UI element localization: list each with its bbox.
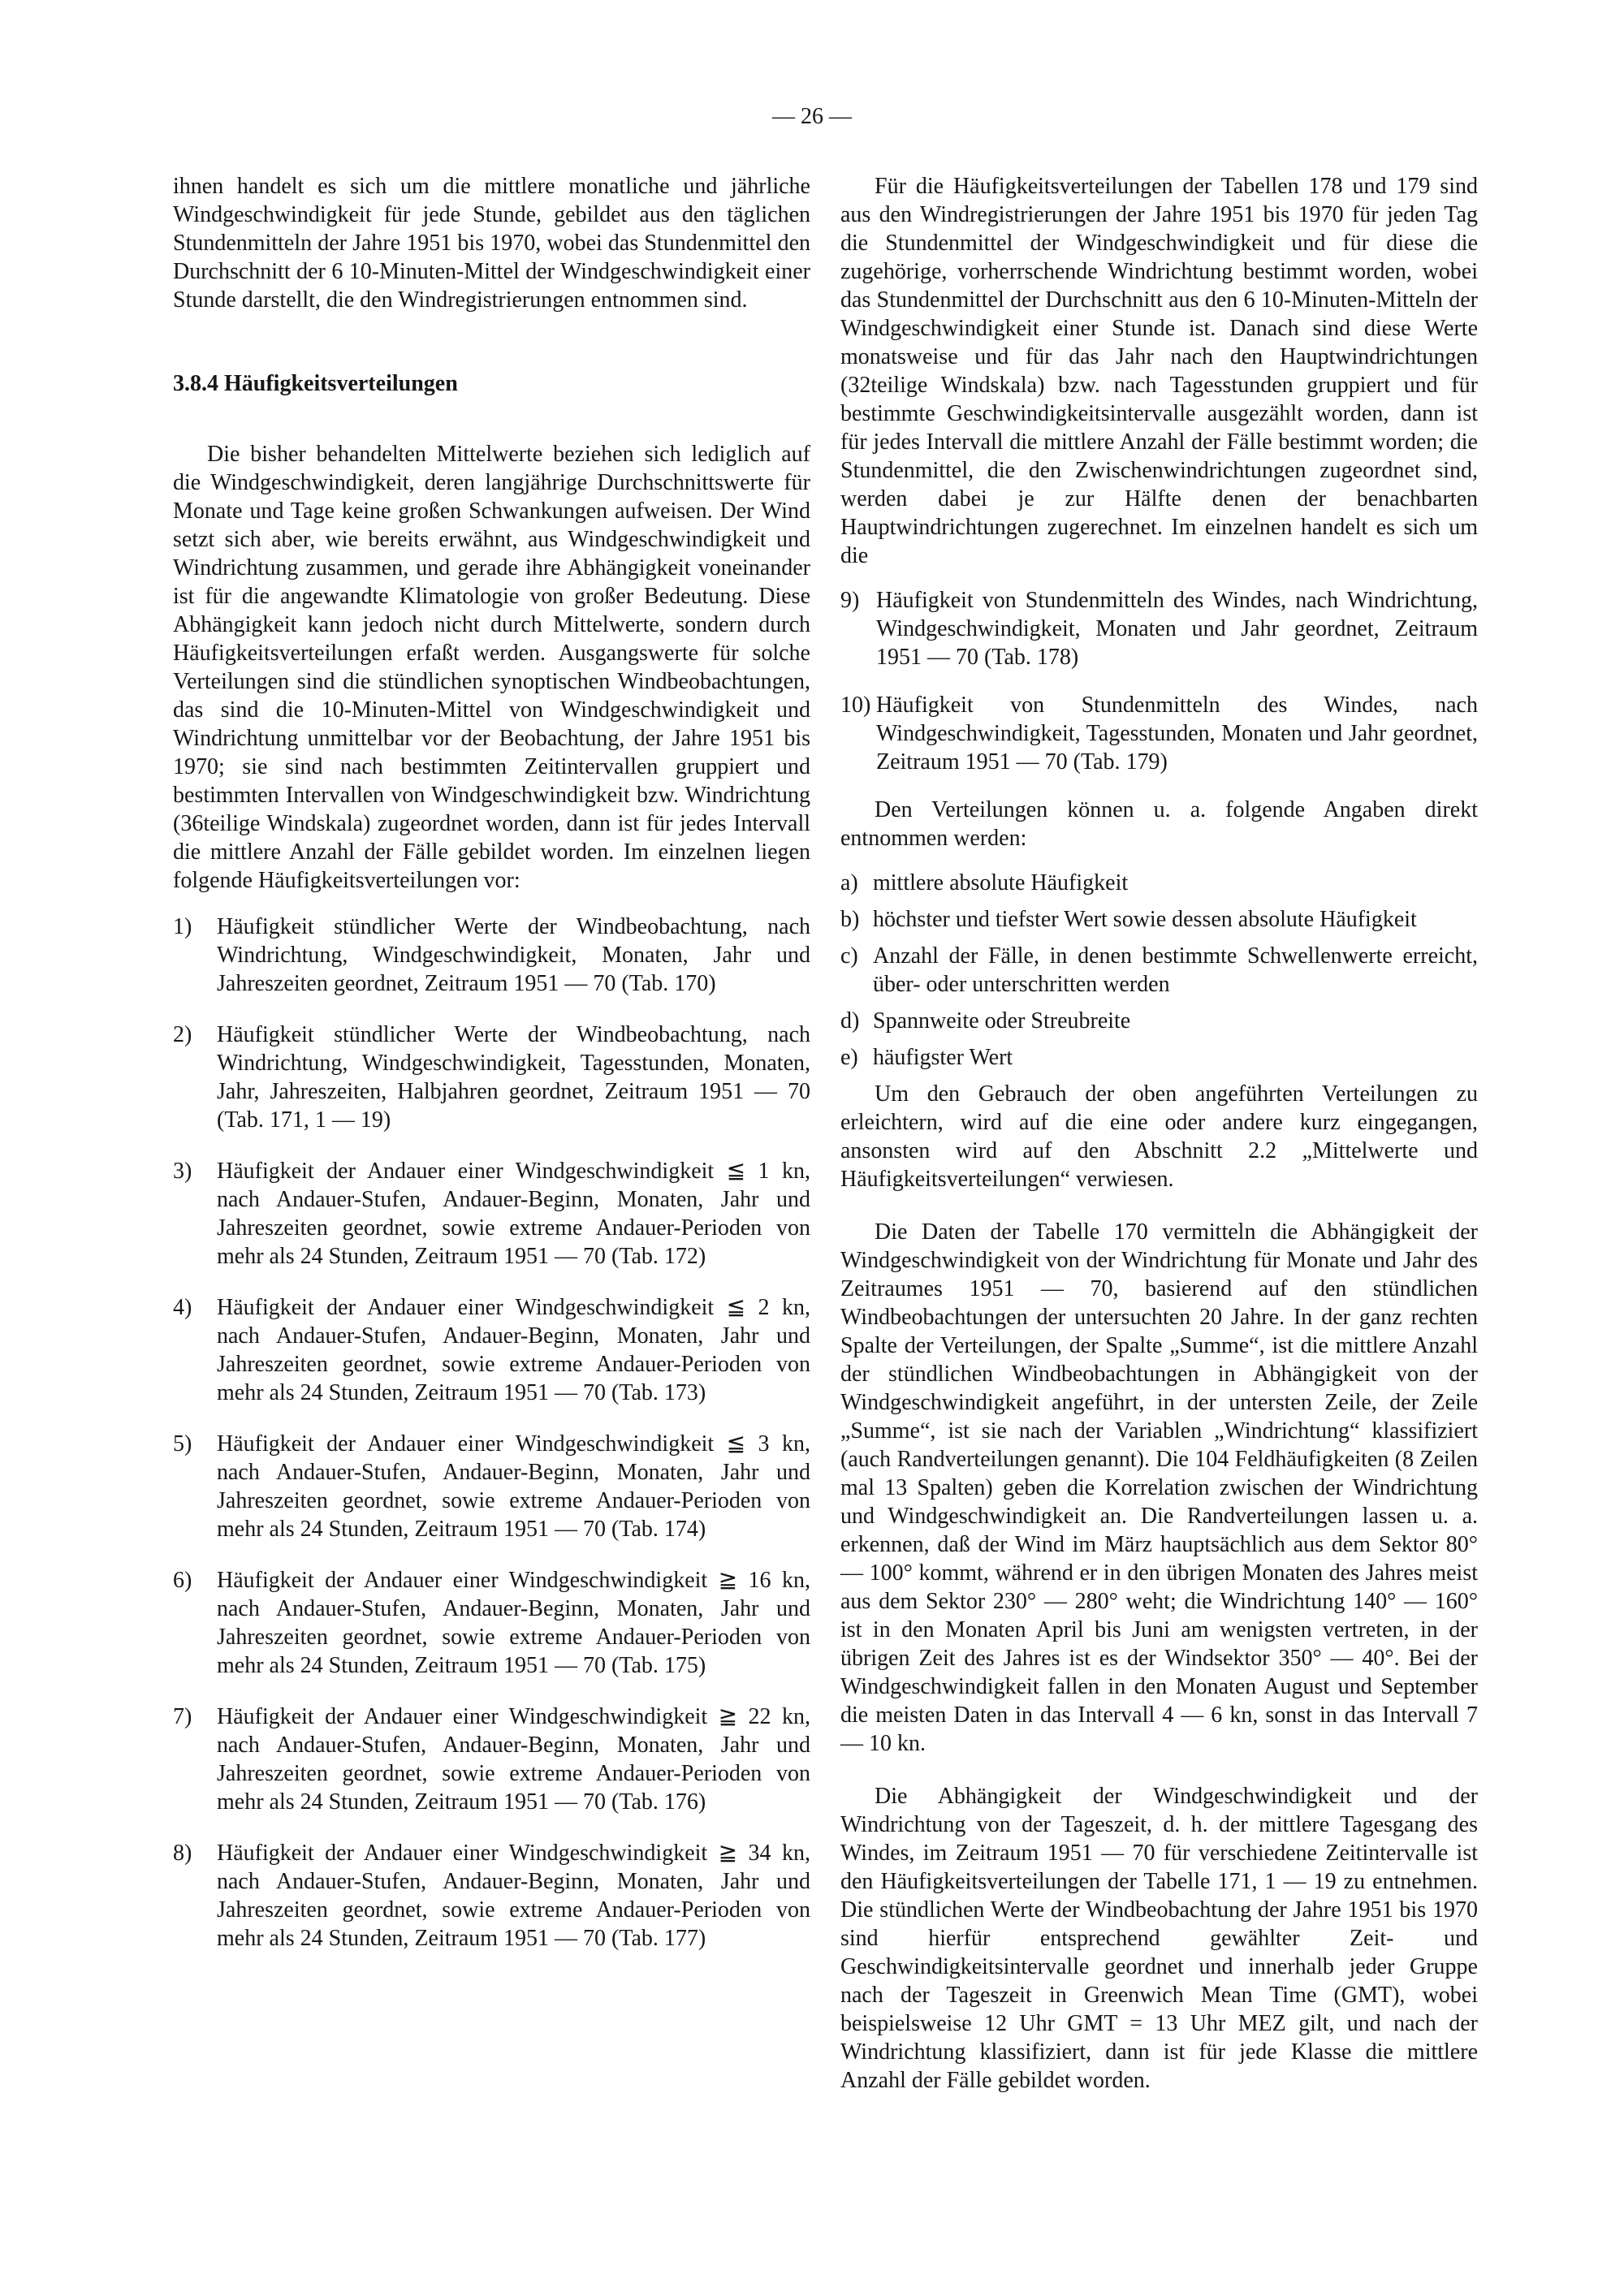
list-item bbox=[840, 905, 1478, 934]
distribution-list bbox=[173, 913, 810, 1953]
list-text: Häufigkeit der Andauer einer Windgeschwindigkeit ≧ 34 kn, nach Andauer-Stufen, Andauer-Beginn, Monaten, Jahr und Jahreszeiten geordnet, sowie extreme Andauer-Perioden von mehr als 24 Stunden, Zeitraum 1951 — 70 (Tab. 177) bbox=[217, 1841, 810, 1951]
list-marker: 5) bbox=[173, 1431, 192, 1457]
paragraph-tabelle-171: Die Abhängigkeit der Windgeschwindigkeit und der Windrichtung von der Tageszeit, d. h. der mittlere Tagesgang des Windes, im Zeitraum 1951 — 70 für verschiedene Zeitintervalle ist den Häufigkeitsverteilungen der Tabelle 171, 1 — 19 zu entnehmen. Die stündlichen Werte der Windbeobachtung der Jahre 1951 bis 1970 sind hierfür entsprechend gewählter Zeit- und Geschwindigkeitsintervalle geordnet und innerhalb jeder Gruppe nach der Tageszeit in Greenwich Mean Time (GMT), wobei beispielsweise 12 Uhr GMT = 13 Uhr MEZ gilt, und nach der Windrichtung klassifiziert, dann ist für jede Klasse die mittlere Anzahl der Fälle gebildet worden. bbox=[840, 1784, 1478, 2093]
page-number: — 26 — bbox=[772, 104, 852, 129]
list-text: mittlere absolute Häufigkeit bbox=[873, 870, 1129, 896]
list-text: Häufigkeit der Andauer einer Windgeschwindigkeit ≦ 3 kn, nach Andauer-Stufen, Andauer-Beginn, Monaten, Jahr und Jahreszeiten geordnet, sowie extreme Andauer-Perioden von mehr als 24 Stunden, Zeitraum 1951 — 70 (Tab. 174) bbox=[217, 1431, 810, 1542]
list-item bbox=[840, 586, 1478, 671]
paragraph-angaben: Den Verteilungen können u. a. folgende Angaben direkt entnommen werden: bbox=[840, 797, 1478, 851]
list-marker: a) bbox=[840, 870, 858, 896]
list-item bbox=[173, 1157, 810, 1271]
list-marker: 4) bbox=[173, 1295, 192, 1320]
list-item bbox=[840, 1007, 1478, 1035]
list-text: Häufigkeit von Stundenmitteln des Windes, nach Windrichtung, Windgeschwindigkeit, Monaten und Jahr geordnet, Zeitraum 1951 — 70 (Tab. 178) bbox=[876, 588, 1478, 670]
list-marker: 9) bbox=[840, 588, 860, 613]
list-text: Spannweite oder Streubreite bbox=[873, 1008, 1131, 1034]
list-marker: 1) bbox=[173, 914, 192, 939]
section-heading: 3.8.4 Häufigkeitsverteilungen bbox=[173, 371, 458, 396]
list-item bbox=[173, 1021, 810, 1134]
list-marker: e) bbox=[840, 1045, 858, 1070]
section-paragraph: Die bisher behandelten Mittelwerte beziehen sich lediglich auf die Windgeschwindigkeit, deren langjährige Durchschnittswerte für Monate und Tage keine großen Schwankungen aufweisen. Der Wind setzt sich aber, wie bereits erwähnt, aus Windgeschwindigkeit und Windrichtung zusammen, und gerade ihre Abhängigkeit voneinander ist für die angewandte Klimatologie von großer Bedeutung. Diese Abhängigkeit kann jedoch nicht durch Mittelwerte, sondern durch Häufigkeitsverteilungen erfaßt werden. Ausgangswerte für solche Verteilungen sind die stündlichen synoptischen Windbeobachtungen, das sind die 10-Minuten-Mittel von Windgeschwindigkeit und Windrichtung unmittelbar vor der Beobachtung, der Jahre 1951 bis 1970; sie sind nach bestimmten Zeitintervallen gruppiert und bestimmten Intervallen von Windgeschwindigkeit bzw. Windrichtung (36teilige Windskala) zugeordnet worden, dann ist für jedes Intervall die mittlere Anzahl der Fälle gebildet worden. Im einzelnen liegen folgende Häufigkeitsverteilungen vor: bbox=[173, 442, 810, 893]
paragraph-tabelle-170: Die Daten der Tabelle 170 vermitteln die Abhängigkeit der Windgeschwindigkeit von der Windrichtung für Monate und Jahr des Zeitraumes 1951 — 70, basierend auf den stündlichen Windbeobachtungen der untersuchten 20 Jahre. In der ganz rechten Spalte der Verteilungen, der Spalte „Summe“, ist die mittlere Anzahl der stündlichen Windbeobachtungen in Abhängigkeit von der Windgeschwindigkeit angeführt, in der untersten Zeile, der Zeile „Summe“, ist sie nach der Variablen „Windrichtung“ klassifiziert (auch Randverteilungen genannt). Die 104 Feldhäufigkeiten (8 Zeilen mal 13 Spalten) geben die Korrelation zwischen der Windrichtung und Windgeschwindigkeit an. Die Randverteilungen lassen u. a. erkennen, daß der Wind im März hauptsächlich aus dem Sektor 80° — 100° kommt, während er in den übrigen Monaten des Jahres meist aus dem Sektor 230° — 280° weht; die Windrichtung 140° — 160° ist in den Monaten April bis Juni am wenigsten vertreten, in der übrigen Zeit des Jahres ist es der Windsektor 350° — 40°. Bei der Windgeschwindigkeit fallen in den Monaten August und September die meisten Daten in das Intervall 4 — 6 kn, sonst in das Intervall 7 — 10 kn. bbox=[840, 1219, 1478, 1756]
list-item bbox=[173, 1703, 810, 1816]
right-column bbox=[840, 172, 1478, 2095]
list-marker: 7) bbox=[173, 1704, 192, 1729]
list-text: Häufigkeit stündlicher Werte der Windbeobachtung, nach Windrichtung, Windgeschwindigkeit, Monaten, Jahr und Jahreszeiten geordnet, Zeitraum 1951 — 70 (Tab. 170) bbox=[217, 914, 810, 996]
list-marker: 3) bbox=[173, 1159, 192, 1184]
list-item bbox=[840, 691, 1478, 776]
list-marker: d) bbox=[840, 1008, 860, 1034]
list-marker: c) bbox=[840, 943, 858, 969]
list-item bbox=[840, 942, 1478, 999]
list-item bbox=[173, 1566, 810, 1680]
list-item bbox=[173, 1293, 810, 1407]
paragraph-gebrauch: Um den Gebrauch der oben angeführten Verteilungen zu erleichtern, wird auf die eine oder andere kurz eingegangen, ansonsten wird auf den Abschnitt 2.2 „Mittelwerte und Häufigkeitsverteilungen“ verwiesen. bbox=[840, 1081, 1478, 1192]
list-text: Häufigkeit der Andauer einer Windgeschwindigkeit ≦ 2 kn, nach Andauer-Stufen, Andauer-Beginn, Monaten, Jahr und Jahreszeiten geordnet, sowie extreme Andauer-Perioden von mehr als 24 Stunden, Zeitraum 1951 — 70 (Tab. 173) bbox=[217, 1295, 810, 1405]
list-text: Anzahl der Fälle, in denen bestimmte Schwellenwerte erreicht, über- oder unterschritten werden bbox=[873, 943, 1478, 997]
left-column bbox=[173, 172, 810, 1975]
angaben-list bbox=[840, 869, 1478, 1072]
list-item bbox=[840, 869, 1478, 897]
list-marker: 10) bbox=[840, 693, 871, 718]
list-marker: b) bbox=[840, 907, 860, 932]
list-text: Häufigkeit der Andauer einer Windgeschwindigkeit ≧ 16 kn, nach Andauer-Stufen, Andauer-Beginn, Monaten, Jahr und Jahreszeiten geordnet, sowie extreme Andauer-Perioden von mehr als 24 Stunden, Zeitraum 1951 — 70 (Tab. 175) bbox=[217, 1568, 810, 1678]
list-item bbox=[840, 1043, 1478, 1072]
list-text: Häufigkeit der Andauer einer Windgeschwindigkeit ≦ 1 kn, nach Andauer-Stufen, Andauer-Beginn, Monaten, Jahr und Jahreszeiten geordnet, sowie extreme Andauer-Perioden von mehr als 24 Stunden, Zeitraum 1951 — 70 (Tab. 172) bbox=[217, 1159, 810, 1269]
list-text: Häufigkeit von Stundenmitteln des Windes, nach Windgeschwindigkeit, Tagesstunden, Monaten und Jahr geordnet, Zeitraum 1951 — 70 (Tab. 179) bbox=[876, 693, 1478, 775]
list-item bbox=[173, 1839, 810, 1953]
list-marker: 2) bbox=[173, 1022, 192, 1047]
paragraph-tables-178-179: Für die Häufigkeitsverteilungen der Tabellen 178 und 179 sind aus den Windregistrierungen der Jahre 1951 bis 1970 für jeden Tag die Stundenmittel der Windgeschwindigkeit und für diese die zugehörige, vorherrschende Windrichtung bestimmt worden, wobei das Stundenmittel der Durchschnitt aus den 6 10-Minuten-Mitteln der Windgeschwindigkeit einer Stunde ist. Danach sind diese Werte monatsweise und für das Jahr nach den Hauptwindrichtungen (32teilige Windskala) bzw. nach Tagesstunden gruppiert und für bestimmte Geschwindigkeitsintervalle ausgezählt worden, dann ist für jedes Intervall die mittlere Anzahl der Fälle bestimmt worden; die Stundenmittel, die den Zwischenwindrichtungen zugeordnet sind, werden dabei je zur Hälfte denen der benachbarten Hauptwindrichtungen zugerechnet. Im einzelnen handelt es sich um die bbox=[840, 174, 1478, 568]
list-marker: 8) bbox=[173, 1841, 192, 1866]
list-marker: 6) bbox=[173, 1568, 192, 1593]
list-text: Häufigkeit stündlicher Werte der Windbeobachtung, nach Windrichtung, Windgeschwindigkeit, Tagesstunden, Monaten, Jahr, Jahreszeiten, Halbjahren geordnet, Zeitraum 1951 — 70 (Tab. 171, 1 — 19) bbox=[217, 1022, 810, 1133]
list-item bbox=[173, 913, 810, 998]
list-text: häufigster Wert bbox=[873, 1045, 1013, 1070]
list-text: höchster und tiefster Wert sowie dessen absolute Häufigkeit bbox=[873, 907, 1417, 932]
list-item bbox=[173, 1430, 810, 1543]
stundenmittel-list bbox=[840, 586, 1478, 776]
list-text: Häufigkeit der Andauer einer Windgeschwindigkeit ≧ 22 kn, nach Andauer-Stufen, Andauer-Beginn, Monaten, Jahr und Jahreszeiten geordnet, sowie extreme Andauer-Perioden von mehr als 24 Stunden, Zeitraum 1951 — 70 (Tab. 176) bbox=[217, 1704, 810, 1815]
continued-paragraph: ihnen handelt es sich um die mittlere monatliche und jährliche Windgeschwindigkeit für jede Stunde, gebildet aus den täglichen Stundenmitteln der Jahre 1951 bis 1970, wobei das Stundenmittel den Durchschnitt der 6 10-Minuten-Mittel der Windgeschwindigkeit einer Stunde darstellt, die den Windregistrierungen entnommen sind. bbox=[173, 174, 810, 313]
